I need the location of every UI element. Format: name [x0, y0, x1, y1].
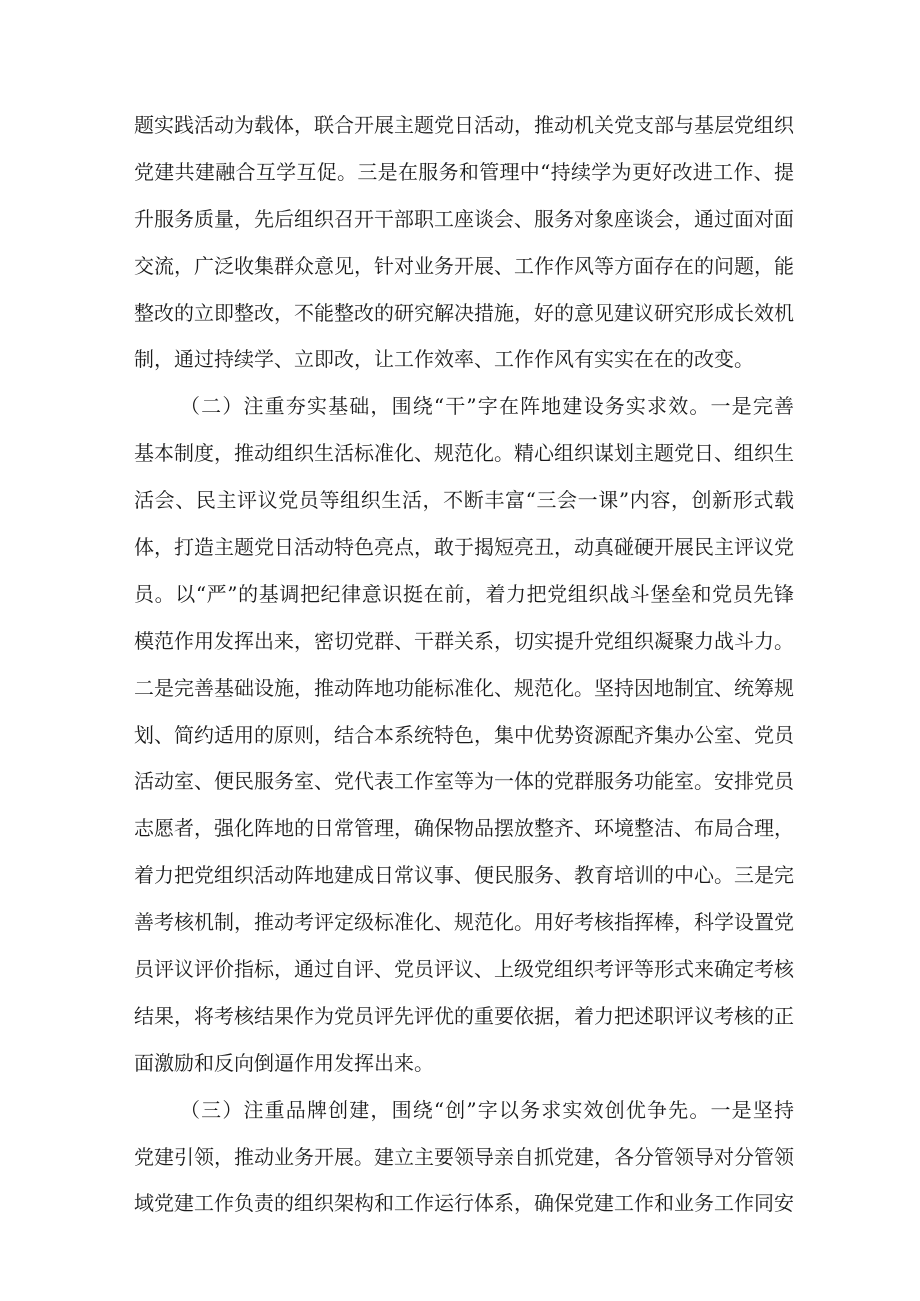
- text-line-09: 活会、民主评议党员等组织生活，不断丰富“三会一课”内容，创新形式载: [134, 488, 794, 513]
- text-line-04: 交流，广泛收集群众意见，针对业务开展、工作作风等方面存在的问题，能: [134, 253, 794, 278]
- text-line-06: 制，通过持续学、立即改，让工作效率、工作作风有实实在在的改变。: [134, 347, 754, 372]
- text-line-20: 结果，将考核结果作为党员评先评优的重要依据，着力把述职评议考核的正: [134, 1003, 794, 1028]
- text-line-01: 题实践活动为载体，联合开展主题党日活动，推动机关党支部与基层党组织: [134, 113, 794, 137]
- text-line-12: 模范作用发挥出来，密切党群、干群关系，切实提升党组织凝聚力战斗力。: [134, 628, 794, 653]
- text-line-02: 党建共建融合互学互促。三是在服务和管理中“持续学为更好改进工作、提: [134, 159, 794, 184]
- text-line-13: 二是完善基础设施，推动阵地功能标准化、规范化。坚持因地制宜、统筹规: [134, 675, 794, 700]
- text-line-08: 基本制度，推动组织生活标准化、规范化。精心组织谋划主题党日、组织生: [134, 441, 794, 466]
- text-line-18: 善考核机制，推动考评定级标准化、规范化。用好考核指挥棒，科学设置党: [134, 910, 794, 935]
- text-line-24: 域党建工作负责的组织架构和工作运行体系，确保党建工作和业务工作同安: [134, 1191, 794, 1216]
- text-line-15: 活动室、便民服务室、党代表工作室等为一体的党群服务功能室。安排党员: [134, 769, 794, 794]
- text-line-23: 党建引领，推动业务开展。建立主要领导亲自抓党建，各分管领导对分管领: [134, 1144, 794, 1169]
- text-line-05: 整改的立即整改，不能整改的研究解决措施，好的意见建议研究形成长效机: [134, 300, 794, 325]
- text-line-19: 员评议评价指标，通过自评、党员评议、上级党组织考评等形式来确定考核: [134, 957, 794, 982]
- text-line-03: 升服务质量，先后组织召开干部职工座谈会、服务对象座谈会，通过面对面: [134, 206, 794, 231]
- section-heading-3: （三）注重品牌创建，围绕“创”字以务求实效创优争先。一是坚持: [180, 1097, 794, 1122]
- text-line-10: 体，打造主题党日活动特色亮点，敢于揭短亮丑，动真碰硬开展民主评议党: [134, 535, 794, 560]
- text-line-16: 志愿者，强化阵地的日常管理，确保物品摆放整齐、环境整洁、布局合理，: [134, 816, 794, 841]
- text-line-14: 划、简约适用的原则，结合本系统特色，集中优势资源配齐集办公室、党员: [134, 722, 794, 747]
- text-line-21: 面激励和反向倒逼作用发挥出来。: [134, 1050, 434, 1075]
- document-body: [134, 102, 794, 1227]
- section-heading-2: （二）注重夯实基础，围绕“干”字在阵地建设务实求效。一是完善: [180, 394, 794, 419]
- text-line-17: 着力把党组织活动阵地建成日常议事、便民服务、教育培训的中心。三是完: [134, 863, 794, 888]
- text-line-11: 员。以“严”的基调把纪律意识挺在前，着力把党组织战斗堡垒和党员先锋: [134, 581, 794, 606]
